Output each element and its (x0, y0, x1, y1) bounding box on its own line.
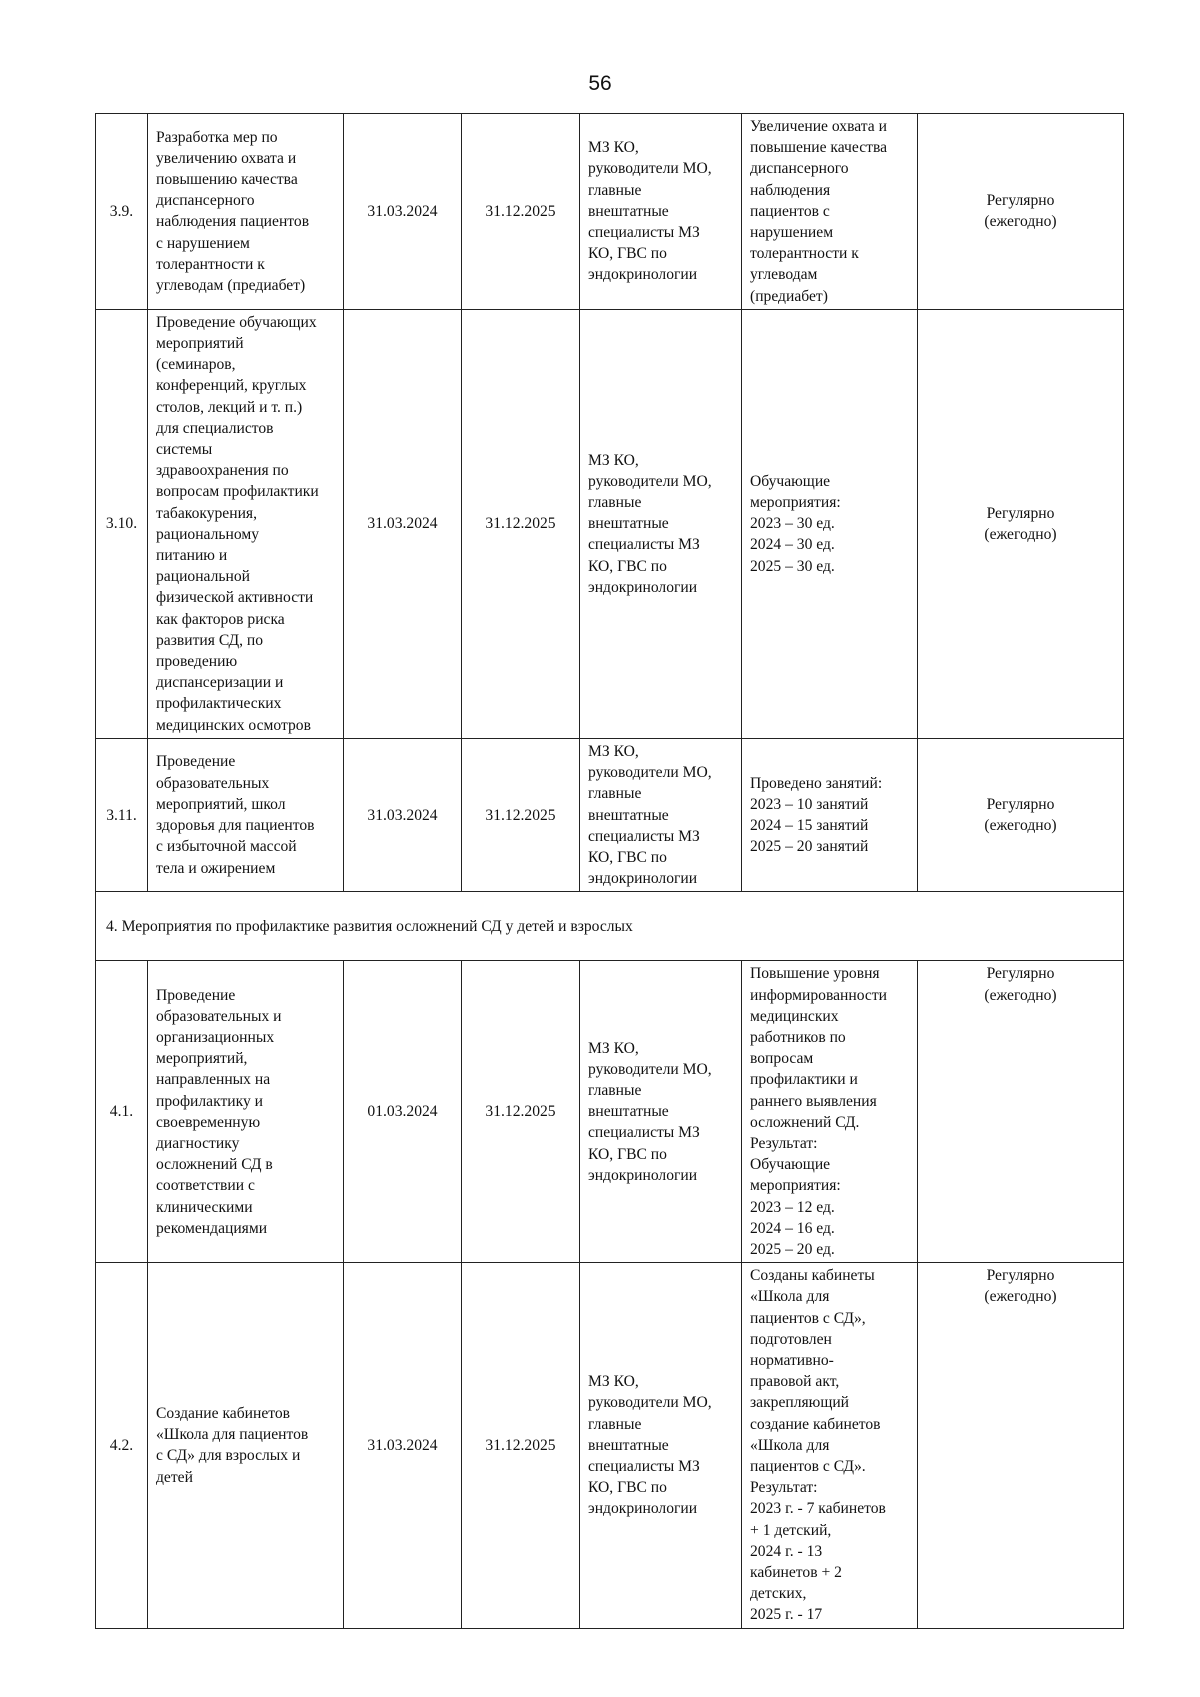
start-date-cell: 31.03.2024 (344, 309, 462, 738)
result-cell: Обучающие мероприятия: 2023 – 30 ед. 2024 – 30 ед. 2025 – 30 ед. (742, 309, 918, 738)
result-cell: Проведено занятий: 2023 – 10 занятий 2024 – 15 занятий 2025 – 20 занятий (742, 738, 918, 891)
responsible-cell: МЗ КО, руководители МО, главные внештатные специалисты МЗ КО, ГВС по эндокринологии (580, 961, 742, 1263)
end-date-cell: 31.12.2025 (462, 1263, 580, 1628)
measure-cell: Проведение образовательных и организационных мероприятий, направленных на профилактику и своевременную диагностику осложнений СД в соответствии с клиническими рекомендациями (148, 961, 344, 1263)
end-date-cell: 31.12.2025 (462, 961, 580, 1263)
responsible-cell: МЗ КО, руководители МО, главные внештатные специалисты МЗ КО, ГВС по эндокринологии (580, 1263, 742, 1628)
frequency-cell: Регулярно (ежегодно) (918, 1263, 1124, 1628)
table-row (96, 961, 1124, 1263)
table-row (96, 738, 1124, 891)
measure-cell: Создание кабинетов «Школа для пациентов с СД» для взрослых и детей (148, 1263, 344, 1628)
table-row (96, 114, 1124, 310)
frequency-cell: Регулярно (ежегодно) (918, 738, 1124, 891)
end-date-cell: 31.12.2025 (462, 738, 580, 891)
table-row (96, 309, 1124, 738)
result-cell: Созданы кабинеты «Школа для пациентов с СД», подготовлен нормативно- правовой акт, закрепляющий создание кабинетов «Школа для пациентов с СД». Результат: 2023 г. - 7 кабинетов + 1 детский, 2024 г. - 13 кабинетов + 2 детских, 2025 г. - 17 (742, 1263, 918, 1628)
page-number: 56 (588, 72, 612, 95)
row-number: 3.9. (96, 114, 148, 310)
frequency-cell: Регулярно (ежегодно) (918, 114, 1124, 310)
row-number: 3.11. (96, 738, 148, 891)
start-date-cell: 31.03.2024 (344, 1263, 462, 1628)
row-number: 4.2. (96, 1263, 148, 1628)
frequency-cell: Регулярно (ежегодно) (918, 309, 1124, 738)
start-date-cell: 31.03.2024 (344, 738, 462, 891)
responsible-cell: МЗ КО, руководители МО, главные внештатные специалисты МЗ КО, ГВС по эндокринологии (580, 738, 742, 891)
measure-cell: Проведение образовательных мероприятий, школ здоровья для пациентов с избыточной массой тела и ожирением (148, 738, 344, 891)
result-cell: Увеличение охвата и повышение качества диспансерного наблюдения пациентов с нарушением толерантности к углеводам (предиабет) (742, 114, 918, 310)
row-number: 3.10. (96, 309, 148, 738)
result-cell: Повышение уровня информированности медицинских работников по вопросам профилактики и раннего выявления осложнений СД. Результат: Обучающие мероприятия: 2023 – 12 ед. 2024 – 16 ед. 2025 – 20 ед. (742, 961, 918, 1263)
responsible-cell: МЗ КО, руководители МО, главные внештатные специалисты МЗ КО, ГВС по эндокринологии (580, 309, 742, 738)
table-row (96, 1263, 1124, 1628)
measure-cell: Проведение обучающих мероприятий (семинаров, конференций, круглых столов, лекций и т. п.) для специалистов системы здравоохранения по вопросам профилактики табакокурения, рациональному питанию и рациональной физической активности как факторов риска развития СД, по проведению диспансеризации и профилактических медицинских осмотров (148, 309, 344, 738)
section-title: 4. Мероприятия по профилактике развития осложнений СД у детей и взрослых (96, 892, 1124, 961)
row-number: 4.1. (96, 961, 148, 1263)
responsible-cell: МЗ КО, руководители МО, главные внештатные специалисты МЗ КО, ГВС по эндокринологии (580, 114, 742, 310)
frequency-cell: Регулярно (ежегодно) (918, 961, 1124, 1263)
start-date-cell: 01.03.2024 (344, 961, 462, 1263)
end-date-cell: 31.12.2025 (462, 309, 580, 738)
start-date-cell: 31.03.2024 (344, 114, 462, 310)
end-date-cell: 31.12.2025 (462, 114, 580, 310)
measures-table (95, 113, 1124, 1629)
measure-cell: Разработка мер по увеличению охвата и повышению качества диспансерного наблюдения пациентов с нарушением толерантности к углеводам (предиабет) (148, 114, 344, 310)
section-header-row (96, 892, 1124, 961)
